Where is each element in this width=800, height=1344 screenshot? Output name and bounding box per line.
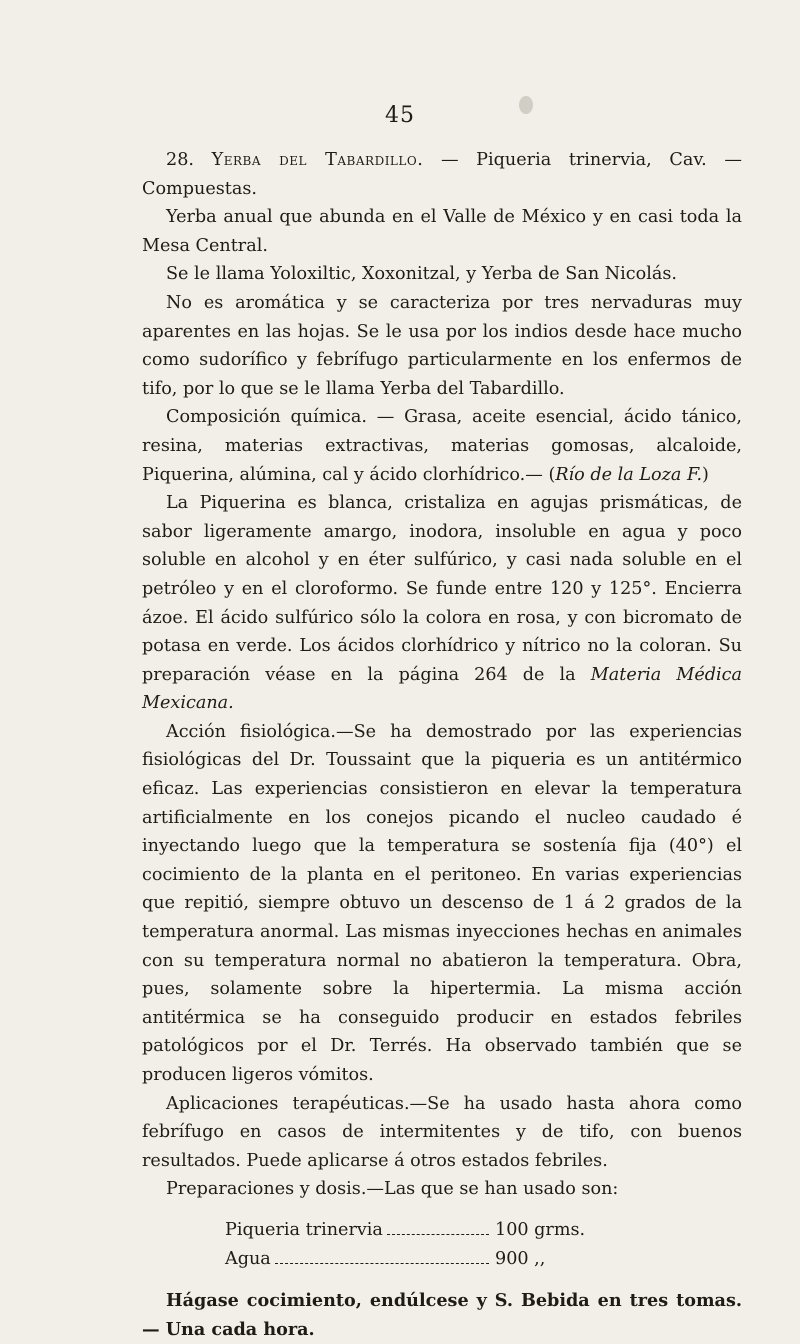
- composition-close: ): [702, 464, 709, 485]
- paragraph-instructions: Hágase cocimiento, endúlcese y S. Bebida en tres tomas.— Una cada hora.: [142, 1290, 742, 1340]
- piquerina-reference: Materia Médica Mexicana.: [142, 664, 742, 714]
- entry-heading-rest: — Piqueria trinervia, Cav. — Compuestas.: [142, 150, 742, 199]
- recipe-quantity: 900 ,,: [495, 1248, 546, 1269]
- entry-heading: [142, 146, 742, 203]
- paragraph-names: Se le llama Yoloxiltic, Xoxonitzal, y Yerba de San Nicolás.: [166, 264, 677, 285]
- paragraph-habitat: Yerba anual que abunda en el Valle de México y en casi toda la Mesa Central.: [142, 207, 742, 256]
- piquerina-text: La Piquerina es blanca, cristaliza en agujas prismáticas, de sabor ligeramente amargo, inodora, insoluble en agua y poco soluble en alcohol y en éter sulfúrico, y casi nada soluble en el petróleo y en el cloroformo. Se funde entre 120 y 125°. Encierra ázoe. El ácido sulfúrico sólo la colora en rosa, y con bicromato de potasa en verde. Los ácidos clorhídrico y nítrico no la coloran. Su preparación véase en la página 264 de la: [142, 493, 742, 685]
- recipe-row: [225, 1245, 605, 1274]
- paragraph-preparations: Preparaciones y dosis.—Las que se han usado son:: [166, 1179, 619, 1200]
- entry-title: Yerba del Tabardillo.: [211, 150, 424, 170]
- paragraph-applications: Aplicaciones terapéuticas.—Se ha usado hasta ahora como febrífugo en casos de intermitentes y de tifo, con buenos resultados. Puede aplicarse á otros estados febriles.: [142, 1093, 742, 1171]
- composition-reference: Río de la Loza F.: [555, 464, 703, 485]
- recipe-quantity: 100 grms.: [495, 1219, 586, 1240]
- paragraph-piquerina: [142, 489, 742, 718]
- paragraph-composition: [142, 403, 742, 489]
- recipe-ingredient: Piqueria trinervia: [225, 1219, 383, 1240]
- recipe-table: [225, 1216, 605, 1273]
- recipe-row: [225, 1216, 605, 1245]
- recipe-ingredient: Agua: [225, 1248, 271, 1269]
- composition-text: Composición química. — Grasa, aceite esencial, ácido tánico, resina, materias extractivas, materias gomosas, alcaloide, Piquerina, alúmina, cal y ácido clorhídrico.— (: [142, 407, 742, 485]
- page-number: 45: [385, 103, 415, 128]
- leader-dots: [387, 1234, 489, 1235]
- entry-text: [142, 146, 742, 1344]
- paragraph-physiology: Acción fisiológica.—Se ha demostrado por las experiencias fisiológicas del Dr. Toussaint que la piqueria es un antitérmico eficaz. Las experiencias consistieron en elevar la temperatura artificialmente en los conejos picando el nucleo caudado é inyectando luego que la temperatura se sostenía fija (40°) el cocimiento de la planta en el peritoneo. En varias experiencias que repitió, siempre obtuvo un descenso de 1 á 2 grados de la temperatura anormal. Las mismas inyecciones hechas en animales con su temperatura normal no abatieron la temperatura. Obra, pues, solamente sobre la hipertermia. La misma acción antitérmica se ha conseguido producir en estados febriles patológicos por el Dr. Terrés. Ha observado también que se producen ligeros vómitos.: [142, 721, 742, 1085]
- leader-dots: [275, 1263, 489, 1264]
- entry-number: 28.: [166, 150, 194, 170]
- paragraph-description: No es aromática y se caracteriza por tres nervaduras muy aparentes en las hojas. Se le usa por los indios desde hace mucho como sudorífico y febrífugo particularmente en los enfermos de tifo, por lo que se le llama Yerba del Tabardillo.: [142, 292, 742, 399]
